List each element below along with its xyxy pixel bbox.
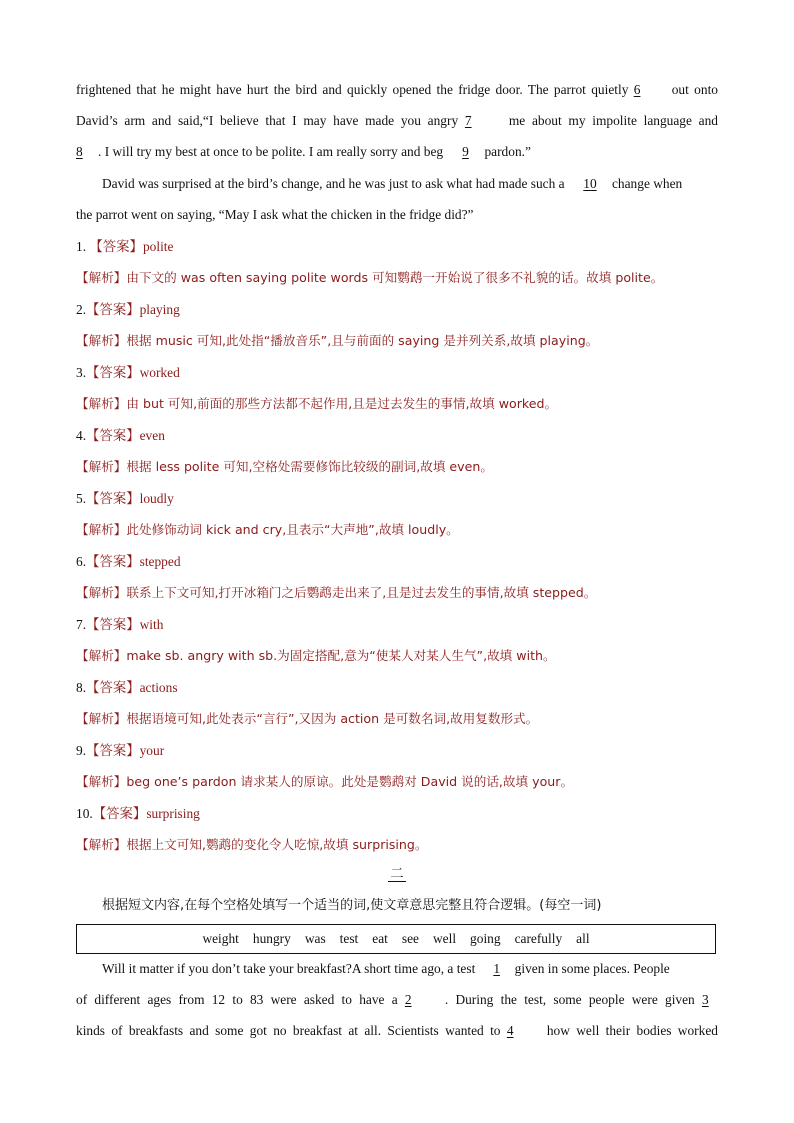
answer-number: 8. xyxy=(76,680,87,695)
answer-value: actions xyxy=(139,680,178,695)
answer-row xyxy=(76,615,718,635)
passage-line-5: the parrot went on saying, “May I ask what the chicken in the fridge did?” xyxy=(76,207,474,222)
explanation-text: 根据上文可知,鹦鹉的变化令人吃惊,故填 surprising。 xyxy=(126,837,428,852)
blank-9: 9 xyxy=(462,144,469,159)
explanation-text: 根据语境可知,此处表示“言行”,又因为 action 是可数名词,故用复数形式。 xyxy=(126,711,539,726)
explanation-tag: 【解析】 xyxy=(76,270,127,285)
word-bank-item: was xyxy=(304,931,326,946)
answer-number: 10. xyxy=(76,806,93,821)
word-bank-item: eat xyxy=(372,931,388,946)
explanation-tag: 【解析】 xyxy=(76,774,127,789)
answer-row xyxy=(76,489,718,509)
answer-tag: 【答案】 xyxy=(86,554,140,569)
word-bank-item: weight xyxy=(202,931,239,946)
explanation-row xyxy=(76,520,718,540)
answer-row xyxy=(76,804,718,824)
answer-value: your xyxy=(139,743,165,758)
answer-tag: 【答案】 xyxy=(86,428,140,443)
explanation-text: 此处修饰动词 kick and cry,且表示“大声地”,故填 loudly。 xyxy=(126,522,459,537)
answer-number: 7. xyxy=(76,617,87,632)
passage2-line-2: of different ages from 12 to 83 were asked to have a 2 . During the test, some people were given 3 xyxy=(76,990,718,1010)
answer-value: worked xyxy=(139,365,180,380)
instruction: 根据短文内容,在每个空格处填写一个适当的词,使文章意思完整且符合逻辑。(每空一词) xyxy=(102,898,602,913)
explanation-tag: 【解析】 xyxy=(76,837,127,852)
answer-number: 2. xyxy=(76,302,87,317)
explanation-text: 由 but 可知,前面的那些方法都不起作用,且是过去发生的事情,故填 worked。 xyxy=(126,396,558,411)
answer-number: 3. xyxy=(76,365,87,380)
word-bank-item: all xyxy=(576,931,590,946)
explanation-tag: 【解析】 xyxy=(76,711,127,726)
answer-tag: 【答案】 xyxy=(86,491,140,506)
explanation-text: 联系上下文可知,打开冰箱门之后鹦鹉走出来了,且是过去发生的事情,故填 stepped。 xyxy=(126,585,597,600)
explanation-text: beg one’s pardon 请求某人的原谅。此处是鹦鹉对 David 说的话,故填 your。 xyxy=(126,774,574,789)
blank-8: 8 xyxy=(76,144,83,159)
explanation-tag: 【解析】 xyxy=(76,585,127,600)
answer-row xyxy=(76,741,718,761)
answer-value: polite xyxy=(142,239,174,254)
passage-line-2: David’s arm and said,“I believe that I may have made you angry 7 me about my impolite language and xyxy=(76,111,718,131)
answer-row xyxy=(76,678,718,698)
answer-row xyxy=(76,363,718,383)
explanation-tag: 【解析】 xyxy=(76,396,127,411)
word-bank xyxy=(76,924,716,954)
answer-value: surprising xyxy=(146,806,200,821)
answer-value: with xyxy=(139,617,164,632)
explanation-text: 根据 music 可知,此处指“播放音乐”,且与前面的 saying 是并列关系,故填 playing。 xyxy=(126,333,599,348)
explanation-row xyxy=(76,457,718,477)
answer-tag: 【答案】 xyxy=(92,806,147,821)
word-bank-item: test xyxy=(339,931,359,946)
explanation-tag: 【解析】 xyxy=(76,522,127,537)
blank-7: 7 xyxy=(464,113,472,128)
blank-s2-4: 4 xyxy=(506,1023,514,1038)
explanation-text: 根据 less polite 可知,空格处需要修饰比较级的副词,故填 even。 xyxy=(126,459,493,474)
explanation-row xyxy=(76,646,718,666)
explanation-text: make sb. angry with sb.为固定搭配,意为“使某人对某人生气”,故填 with。 xyxy=(126,648,556,663)
word-bank-item: going xyxy=(470,931,501,946)
passage-line-4: David was surprised at the bird’s change, and he was just to ask what had made such a 10 change when xyxy=(102,174,718,194)
answer-value: playing xyxy=(139,302,180,317)
explanation-tag: 【解析】 xyxy=(76,333,127,348)
answer-row xyxy=(76,426,718,446)
passage2-line-3: kinds of breakfasts and some got no breakfast at all. Scientists wanted to 4 how well their bodies worked xyxy=(76,1021,718,1041)
explanation-row xyxy=(76,772,718,792)
answer-row xyxy=(76,237,718,257)
answer-number: 5. xyxy=(76,491,87,506)
answer-number: 6. xyxy=(76,554,87,569)
explanation-row xyxy=(76,268,718,288)
answer-tag: 【答案】 xyxy=(89,239,143,254)
answer-tag: 【答案】 xyxy=(86,743,140,758)
answer-value: even xyxy=(139,428,165,443)
answer-tag: 【答案】 xyxy=(86,302,140,317)
explanation-tag: 【解析】 xyxy=(76,648,127,663)
blank-s2-3: 3 xyxy=(702,992,709,1007)
word-bank-item: see xyxy=(401,931,419,946)
answer-value: stepped xyxy=(139,554,181,569)
answer-number: 1. xyxy=(76,239,90,254)
word-bank-item: well xyxy=(432,931,457,946)
passage-line-1: frightened that he might have hurt the bird and quickly opened the fridge door. The parrot quietly 6 out onto xyxy=(76,80,718,100)
word-bank-item: carefully xyxy=(514,931,563,946)
explanation-text: 由下文的 was often saying polite words 可知鹦鹉一开始说了很多不礼貌的话。故填 polite。 xyxy=(126,270,664,285)
explanation-row xyxy=(76,835,718,855)
answer-row xyxy=(76,300,718,320)
passage2-line-1: Will it matter if you don’t take your breakfast?A short time ago, a test 1 given in some places. People xyxy=(102,959,718,979)
explanation-row xyxy=(76,709,718,729)
explanation-tag: 【解析】 xyxy=(76,459,127,474)
blank-6: 6 xyxy=(633,82,641,97)
answer-tag: 【答案】 xyxy=(86,365,140,380)
answer-row xyxy=(76,552,718,572)
answer-tag: 【答案】 xyxy=(86,617,140,632)
blank-s2-2: 2 xyxy=(404,992,412,1007)
answer-tag: 【答案】 xyxy=(86,680,140,695)
answer-number: 4. xyxy=(76,428,87,443)
explanation-row xyxy=(76,331,718,351)
explanation-row xyxy=(76,394,718,414)
passage-line-3: 8 . I will try my best at once to be polite. I am really sorry and beg 9 pardon.” xyxy=(76,142,718,162)
answer-value: loudly xyxy=(139,491,174,506)
blank-s2-1: 1 xyxy=(493,961,501,976)
answer-number: 9. xyxy=(76,743,87,758)
section-heading: 二 xyxy=(390,866,404,881)
blank-10: 10 xyxy=(583,176,597,191)
word-bank-item: hungry xyxy=(252,931,291,946)
explanation-row xyxy=(76,583,718,603)
